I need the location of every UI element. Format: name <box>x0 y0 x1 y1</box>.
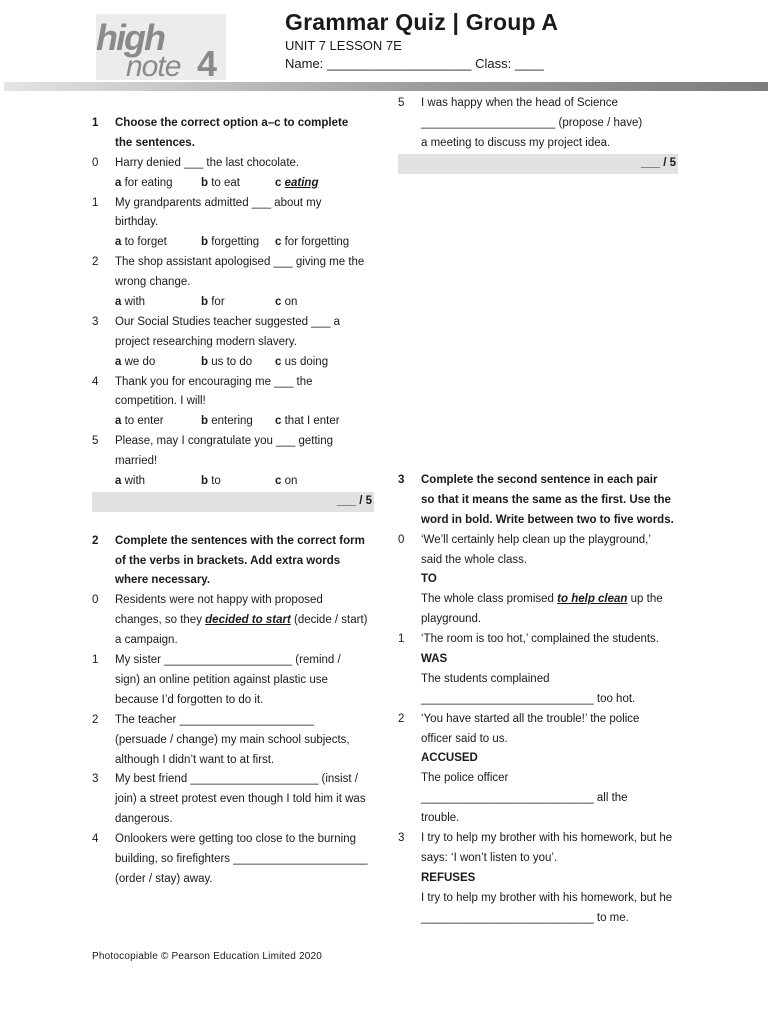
question-text: trouble. <box>421 812 460 825</box>
question-text: said the whole class. <box>421 553 528 566</box>
instruction-line: the sentences. <box>115 136 195 149</box>
question-text: Our Social Studies teacher suggested ___ a <box>115 315 341 328</box>
question-text: Harry denied ___ the last chocolate. <box>115 156 300 169</box>
options: a to forget b forgetting c for forgetting <box>115 236 350 249</box>
question-text: project researching modern slavery. <box>115 335 297 348</box>
exercise-2-continued <box>398 94 678 174</box>
unit-lesson: UNIT 7 LESSON 7E <box>285 38 402 53</box>
svg-text:note: note <box>126 50 181 80</box>
question-text: My sister ____________________ (remind / <box>115 654 341 667</box>
copyright-footer: Photocopiable © Pearson Education Limited 2020 <box>92 951 323 962</box>
question-text: Thank you for encouraging me ___ the <box>115 375 313 388</box>
instruction-line: Complete the second sentence in each pair <box>421 474 658 486</box>
option-a: with <box>124 296 146 309</box>
question-text: playground. <box>421 613 482 626</box>
high-note-logo <box>96 14 226 80</box>
instruction-line: Choose the correct option a–c to complete <box>115 117 349 129</box>
question-number: 1 <box>92 196 99 209</box>
question-text: The shop assistant apologised ___ giving me the <box>115 256 365 269</box>
key-word: REFUSES <box>421 871 476 884</box>
option-c: that I enter <box>284 415 340 428</box>
option-b: entering <box>211 415 253 428</box>
instruction-line: where necessary. <box>115 574 211 587</box>
question-number: 5 <box>92 435 99 448</box>
question-text: _____________________ (propose / have) <box>421 116 643 129</box>
option-c-answer: eating <box>284 176 319 189</box>
question-text: because I’d forgotten to do it. <box>115 693 264 706</box>
question-text: building, so firefighters _____________________ <box>115 852 368 865</box>
question-text: The teacher _____________________ <box>115 713 314 726</box>
question-text: Residents were not happy with proposed <box>115 594 323 607</box>
option-a: to forget <box>124 236 167 249</box>
question-text: although I didn’t want to at first. <box>115 753 275 766</box>
score-box: ___ / 5 <box>336 494 372 507</box>
option-c: for forgetting <box>284 236 350 249</box>
question-text: a campaign. <box>115 634 178 647</box>
question-text: ___________________________ all the <box>421 792 628 805</box>
question-text: officer said to us. <box>421 732 508 745</box>
question-number: 2 <box>92 713 99 726</box>
question-text: sign) an online petition against plastic use <box>115 673 328 686</box>
option-c: on <box>284 296 298 309</box>
question-text: join) a street protest even though I told him it was <box>115 793 366 806</box>
question-number: 1 <box>398 633 405 646</box>
question-number: 2 <box>398 712 405 725</box>
question-text: married! <box>115 455 158 468</box>
question-text: ‘You have started all the trouble!’ the police <box>421 712 640 725</box>
option-a: to enter <box>124 415 164 428</box>
question-number: 0 <box>92 594 99 607</box>
question-text: ‘We’ll certainly help clean up the playground,’ <box>421 533 651 546</box>
instruction-line: word in bold. Write between two to five words. <box>421 513 674 526</box>
quiz-title: Grammar Quiz | Group A <box>285 9 559 35</box>
option-b: us to do <box>211 355 253 368</box>
options: a to enter b entering c that I enter <box>115 415 340 428</box>
question-text: My grandparents admitted ___ about my <box>115 196 322 209</box>
options: a for eating b to eat c eating <box>115 176 319 189</box>
instruction-line: Complete the sentences with the correct form <box>115 534 365 547</box>
exercise-1 <box>92 114 374 512</box>
exercise-2 <box>92 532 374 890</box>
question-text: a meeting to discuss my project idea. <box>421 136 611 149</box>
options: a with b to c on <box>115 475 298 488</box>
question-text: I try to help my brother with his homework, but he <box>421 832 673 845</box>
name-class-line: Name: ____________________ Class: ____ <box>285 56 544 71</box>
key-word: ACCUSED <box>421 752 478 765</box>
exercise-number: 1 <box>92 117 99 129</box>
option-c: on <box>284 475 298 488</box>
question-text: ‘The room is too hot,’ complained the students. <box>421 633 660 646</box>
svg-text:4: 4 <box>197 43 218 80</box>
score-box: ___ / 5 <box>640 156 676 169</box>
option-c: us doing <box>284 355 329 368</box>
question-text: Onlookers were getting too close to the burning <box>115 833 357 846</box>
question-text: competition. I will! <box>115 395 206 408</box>
question-number: 4 <box>92 375 99 388</box>
question-text: (order / stay) away. <box>115 872 213 885</box>
instruction-line: so that it means the same as the first. Use the <box>421 493 671 506</box>
question-text: (persuade / change) my main school subjects, <box>115 733 350 746</box>
question-text: Please, may I congratulate you ___ getting <box>115 435 334 448</box>
exercise-3 <box>398 471 678 928</box>
question-number: 3 <box>92 315 99 328</box>
key-word: TO <box>421 573 437 586</box>
instruction-line: of the verbs in brackets. Add extra words <box>115 554 341 567</box>
question-text: The police officer <box>421 772 509 785</box>
option-a: with <box>124 475 146 488</box>
right-column <box>398 94 678 174</box>
exercise-number: 2 <box>92 534 99 547</box>
question-number: 5 <box>398 97 405 109</box>
example-answer: to help clean <box>557 593 628 606</box>
question-number: 0 <box>92 156 99 169</box>
header-divider <box>4 82 768 91</box>
question-text: The whole class promised to help clean up the <box>421 593 663 606</box>
question-number: 3 <box>398 832 405 845</box>
question-text: ___________________________ to me. <box>421 911 629 924</box>
option-a: we do <box>124 355 156 368</box>
question-text: The students complained <box>421 672 550 685</box>
question-number: 3 <box>92 773 99 786</box>
right-column-lower <box>398 471 678 928</box>
option-b: forgetting <box>211 236 260 249</box>
exercise-number: 3 <box>398 474 405 486</box>
question-number: 0 <box>398 533 405 546</box>
svg-text:high: high <box>96 17 164 58</box>
options: a we do b us to do c us doing <box>115 355 329 368</box>
question-text: says: ‘I won’t listen to you’. <box>421 851 558 864</box>
option-a: for eating <box>124 176 173 189</box>
question-text: ___________________________ too hot. <box>421 692 636 705</box>
option-b: to <box>211 475 221 488</box>
option-b: to eat <box>211 176 241 189</box>
example-answer: decided to start <box>205 614 291 627</box>
question-number: 1 <box>92 654 99 667</box>
question-text: birthday. <box>115 216 159 229</box>
question-text: wrong change. <box>115 276 191 289</box>
question-text: I was happy when the head of Science <box>421 97 618 109</box>
options: a with b for c on <box>115 296 298 309</box>
question-text: I try to help my brother with his homework, but he <box>421 891 673 904</box>
question-number: 2 <box>92 256 99 269</box>
question-text: dangerous. <box>115 813 173 826</box>
question-number: 4 <box>92 833 99 846</box>
left-column <box>92 114 374 890</box>
question-text: changes, so they decided to start (decide / start) <box>115 614 368 627</box>
question-text: My best friend ____________________ (insist / <box>115 773 358 786</box>
key-word: WAS <box>421 653 448 666</box>
option-b: for <box>211 296 225 309</box>
